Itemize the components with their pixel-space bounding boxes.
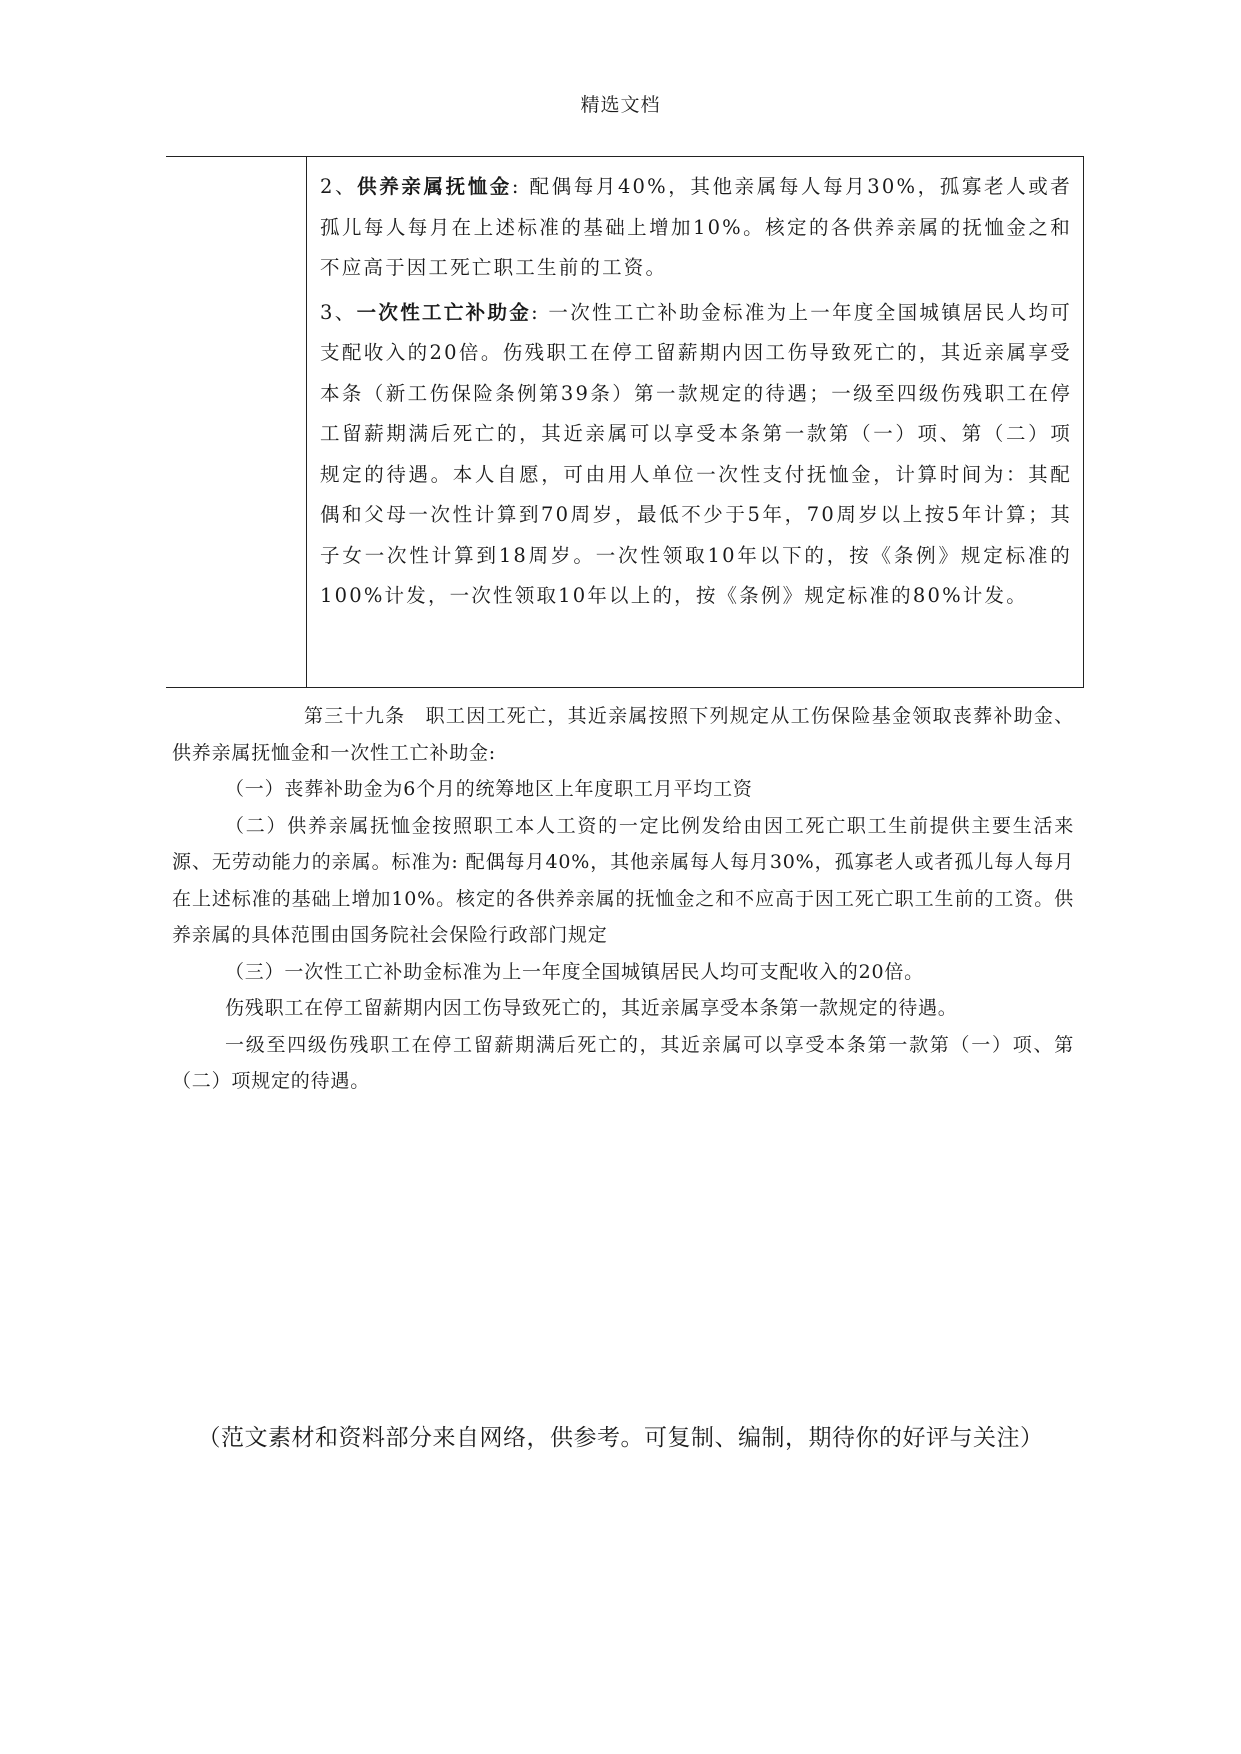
article-intro: 第三十九条 职工因工死亡，其近亲属按照下列规定从工伤保险基金领取丧葬补助金、供养亲属抚恤金和一次性工亡补助金: (172, 705, 1074, 764)
item-number: 2、 (320, 175, 358, 198)
article-39 (172, 698, 1074, 1100)
article-item-2: （二）供养亲属抚恤金按照职工本人工资的一定比例发给由因工死亡职工生前提供主要生活来源、无劳动能力的亲属。标准为: 配偶每月40%，其他亲属每人每月30%，孤寡老人或者孤儿每人每月在上述标准的基础上增加10%。核定的各供养亲属的抚恤金之和不应高于因工死亡职工生前的工资。供养亲属的具体范围由国务院社会保险行政部门规定 (172, 814, 1074, 946)
table-right-border (1083, 157, 1084, 687)
article-item-3: （三）一次性工亡补助金标准为上一年度全国城镇居民人均可支配收入的20倍。 (225, 960, 924, 983)
benefits-table (166, 156, 1084, 688)
article-paragraph-5: 一级至四级伤残职工在停工留薪期满后死亡的，其近亲属可以享受本条第一款第（一）项、第（二）项规定的待遇。 (172, 1033, 1074, 1092)
item-number: 3、 (320, 300, 357, 324)
item-label: 一次性工亡补助金 (356, 300, 532, 324)
table-item-lump-sum-death-benefit (320, 293, 1072, 617)
item-text: : 配偶每月40%，其他亲属每人每月30%，孤寡老人或者孤儿每人每月在上述标准的基础上增加10%。核定的各供养亲属的抚恤金之和不应高于因工死亡职工生前的工资。 (320, 175, 1073, 279)
page-header: 精选文档 (580, 94, 661, 116)
table-item-survivor-pension (320, 167, 1072, 289)
table-column-divider (306, 157, 307, 687)
footer-note: （范文素材和资料部分来自网络，供参考。可复制、编制，期待你的好评与关注） (197, 1425, 1044, 1451)
item-text: : 一次性工亡补助金标准为上一年度全国城镇居民人均可支配收入的20倍。伤残职工在停工留薪期内因工伤导致死亡的，其近亲属享受本条（新工伤保险条例第39条）第一款规定的待遇；一级至四级伤残职工在停工留薪期满后死亡的，其近亲属可以享受本条第一款第（一）项、第（二）项规定的待遇。本人自愿，可由用人单位一次性支付抚恤金，计算时间为：其配偶和父母一次性计算到70周岁，最低不少于5年，70周岁以上按5年计算；其子女一次性计算到18周岁。一次性领取10年以下的，按《条例》规定标准的100%计发，一次性领取10年以上的，按《条例》规定标准的80%计发。 (320, 300, 1073, 607)
table-content-cell (320, 167, 1072, 617)
article-item-1: （一）丧葬补助金为6个月的统筹地区上年度职工月平均工资 (225, 778, 753, 800)
article-paragraph-4: 伤残职工在停工留薪期内因工伤导致死亡的，其近亲属享受本条第一款规定的待遇。 (225, 997, 958, 1019)
item-label: 供养亲属抚恤金 (357, 175, 512, 198)
